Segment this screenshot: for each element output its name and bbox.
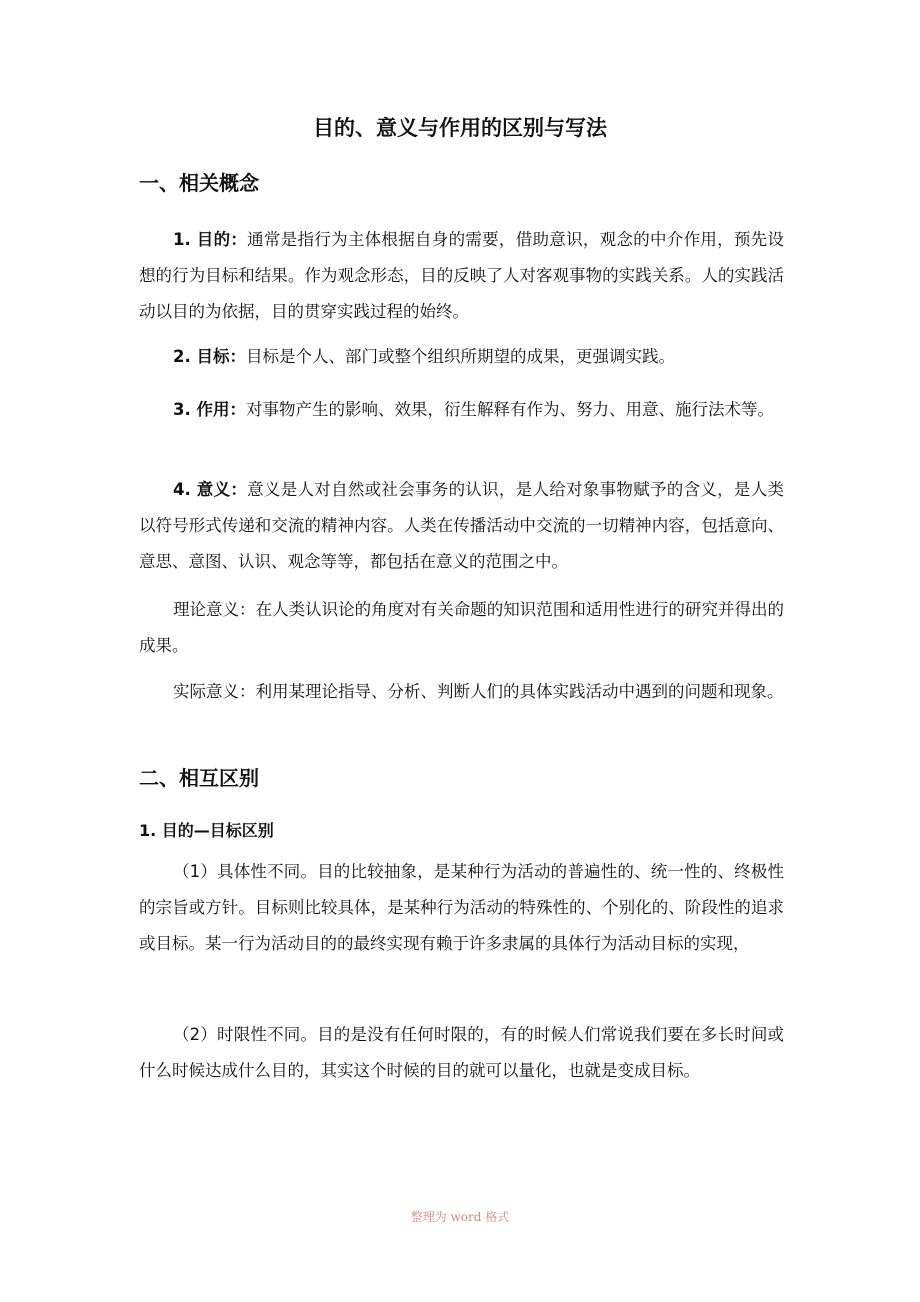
section-heading-concepts: 一、相关概念 [139,171,259,195]
comparison-text: （1）具体性不同。目的比较抽象，是某种行为活动的普遍性的、统一性的、终极性的宗旨或方针。目标则比较具体，是某种行为活动的特殊性的、个别化的、阶段性的追求或目标。某一行为活动目的的最终实现有赖于许多隶属的具体行为活动目标的实现， [139,862,784,953]
term-definition: 实际意义：利用某理论指导、分析、判断人们的具体实践活动中遇到的问题和现象。 [173,682,784,701]
paragraph-meaning [139,472,784,580]
term-definition: 目标是个人、部门或整个组织所期望的成果，更强调实践。 [246,347,675,366]
section-heading-differences: 二、相互区别 [139,766,259,790]
paragraph-time-limit [139,1017,784,1089]
term-label: 2. 目标： [173,347,246,366]
paragraph-goal [139,339,784,375]
paragraph-theoretical-significance [139,592,784,664]
term-definition: 对事物产生的影响、效果，衍生解释有作为、努力、用意、施行法术等。 [246,400,774,419]
term-definition: 通常是指行为主体根据自身的需要，借助意识，观念的中介作用，预先设想的行为目标和结果。作为观念形态，目的反映了人对客观事物的实践关系。人的实践活动以目的为依据，目的贯穿实践过程的始终。 [139,230,784,321]
paragraph-purpose [139,222,784,330]
term-label: 1. 目的： [173,230,248,249]
term-definition: 理论意义：在人类认识论的角度对有关命题的知识范围和适用性进行的研究并得出的成果。 [139,600,784,655]
paragraph-practical-significance [139,674,784,710]
document-title: 目的、意义与作用的区别与写法 [313,116,607,140]
subsection-heading-purpose-vs-goal: 1. 目的—目标区别 [139,821,274,840]
term-label: 3. 作用： [173,400,246,419]
term-definition: 意义是人对自然或社会事务的认识，是人给对象事物赋予的含义，是人类以符号形式传递和交流的精神内容。人类在传播活动中交流的一切精神内容，包括意向、意思、意图、认识、观念等等，都包括在意义的范围之中。 [139,480,784,571]
footer-watermark: 整理为 word 格式 [410,1210,510,1224]
term-label: 4. 意义： [173,480,248,499]
paragraph-concreteness [139,854,784,962]
comparison-text: （2）时限性不同。目的是没有任何时限的，有的时候人们常说我们要在多长时间或什么时候达成什么目的，其实这个时候的目的就可以量化，也就是变成目标。 [139,1025,784,1080]
paragraph-effect [139,392,784,428]
